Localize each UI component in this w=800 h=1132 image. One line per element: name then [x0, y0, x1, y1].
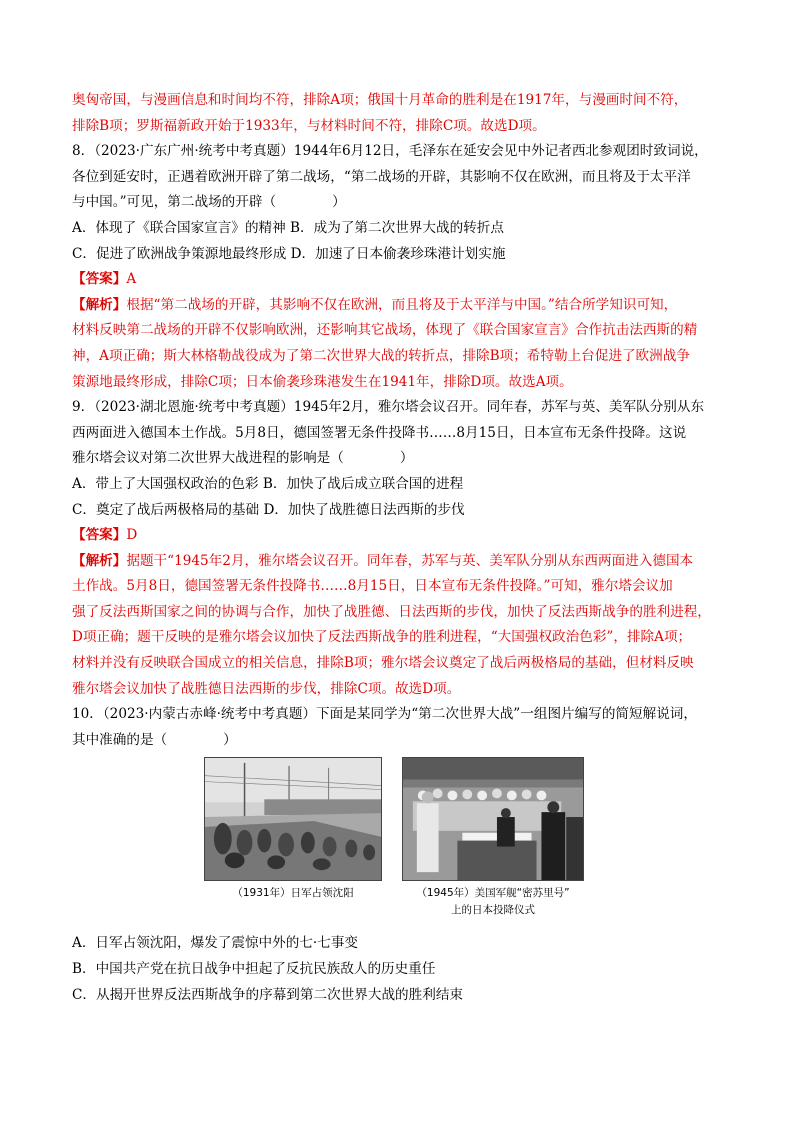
photo-image	[402, 757, 584, 881]
answer-value: D	[126, 527, 138, 544]
analysis-tag: 【解析】	[72, 296, 127, 313]
photo-caption: （1931年）日军占领沈阳	[232, 887, 354, 900]
question-8-stem: 各位到延安时，正遇着欧洲开辟了第二战场，“第二战场的开辟，其影响不仅在欧洲，而且将及于太平洋	[72, 168, 691, 185]
question-9-stem	[72, 448, 728, 474]
stem-text: 其中准确的是（	[72, 731, 168, 748]
option-line: C．促进了欧洲战争策源地最终形成 D．加速了日本偷袭珍珠港计划实施	[72, 245, 506, 262]
answer-line	[72, 525, 728, 551]
analysis-text: 根据“第二战场的开辟，其影响不仅在欧洲，而且将及于太平洋与中国。”结合所学知识可知，	[126, 296, 678, 313]
question-10-stem: 10．（2023·内蒙古赤峰·统考中考真题）下面是某同学为“第二次世界大战”一组图片编写的简短解说词，	[72, 706, 697, 723]
question-8-stem	[72, 192, 728, 218]
analysis-line	[72, 551, 728, 577]
option-line: A．带上了大国强权政治的色彩 B．加快了战后成立联合国的进程	[72, 475, 464, 492]
analysis-line: 土作战。5月8日，德国签署无条件投降书……8月15日，日本宣布无条件投降。”可知，雅尔塔会议加	[72, 578, 673, 595]
stem-text: 与中国。”可见，第二战场的开辟（	[72, 194, 277, 211]
photo-soldiers-illustration	[205, 758, 381, 880]
caption-line: （1945年）美国军舰“密苏里号”	[416, 887, 570, 900]
question-8-stem: 8．（2023·广东广州·统考中考真题）1944年6月12日，毛泽东在延安会见中外记者西北参观团时致词说，	[72, 143, 708, 160]
option-line: A．日军占领沈阳，爆发了震惊中外的七·七事变	[72, 935, 359, 952]
analysis-line: 强了反法西斯国家之间的协调与合作，加快了战胜德、日法西斯的步伐，加快了反法西斯战争的胜利进程，	[72, 603, 711, 620]
analysis-line: 策源地最终形成，排除C项；日本偷袭珍珠港发生在1941年，排除D项。故选A项。	[72, 373, 573, 390]
answer-line	[72, 269, 728, 295]
photo-group	[72, 757, 728, 927]
question-9-stem: 西两面进入德国本土作战。5月8日，德国签署无条件投降书……8月15日，日本宣布无条件投降。这说	[72, 424, 687, 441]
photo-caption	[402, 885, 584, 919]
caption-line: 上的日本投降仪式	[451, 904, 535, 917]
analysis-line: 材料并没有反映联合国成立的相关信息，排除B项；雅尔塔会议奠定了战后两极格局的基础，但材料反映	[72, 655, 694, 672]
analysis-line: 神，A项正确；斯大林格勒战役成为了第二次世界大战的转折点，排除B项；希特勒上台促进了欧洲战争	[72, 347, 690, 364]
analysis-line: 材料反映第二战场的开辟不仅影响欧洲，还影响其它战场，体现了《联合国家宣言》合作抗击法西斯的精	[72, 322, 698, 339]
option-line: A．体现了《联合国家宣言》的精神 B．成为了第二次世界大战的转折点	[72, 219, 504, 236]
photo-shenyang-occupation	[204, 757, 382, 902]
option-line: C．奠定了战后两极格局的基础 D．加快了战胜德日法西斯的步伐	[72, 501, 465, 518]
analysis-line: 雅尔塔会议加快了战胜德日法西斯的步伐，排除C项。故选D项。	[72, 680, 461, 697]
question-10-stem	[72, 730, 728, 756]
explanation-line: 奥匈帝国，与漫画信息和时间均不符，排除A项；俄国十月革命的胜利是在1917年，与漫画时间不符，	[72, 92, 688, 108]
stem-text: ）	[332, 194, 346, 211]
answer-tag: 【答案】	[72, 527, 127, 544]
option-line: B．中国共产党在抗日战争中担起了反抗民族敌人的历史重任	[72, 961, 436, 978]
analysis-line: D项正确；题干反映的是雅尔塔会议加快了反法西斯战争的胜利进程，“大国强权政治色彩”，排除A项；	[72, 629, 692, 646]
answer-value: A	[126, 271, 137, 288]
analysis-text: 据题干“1945年2月，雅尔塔会议召开。同年春，苏军与英、美军队分别从东西两面进入德国本	[126, 552, 694, 569]
stem-text: ）	[223, 731, 237, 748]
stem-text: 雅尔塔会议对第二次世界大战进程的影响是（	[72, 450, 344, 467]
document-page	[72, 90, 728, 1010]
question-9-stem: 9．（2023·湖北恩施·统考中考真题）1945年2月，雅尔塔会议召开。同年春，苏军与英、美军队分别从东	[72, 399, 705, 416]
stem-text: ）	[399, 450, 414, 467]
analysis-tag: 【解析】	[72, 552, 127, 569]
photo-image	[204, 757, 382, 881]
photo-ceremony-illustration	[403, 758, 583, 880]
analysis-line	[72, 295, 728, 321]
explanation-line: 排除B项；罗斯福新政开始于1933年，与材料时间不符，排除C项。故选D项。	[72, 117, 546, 134]
photo-surrender-ceremony	[402, 757, 584, 919]
option-line: C．从揭开世界反法西斯战争的序幕到第二次世界大战的胜利结束	[72, 986, 464, 1003]
answer-tag: 【答案】	[72, 271, 127, 288]
